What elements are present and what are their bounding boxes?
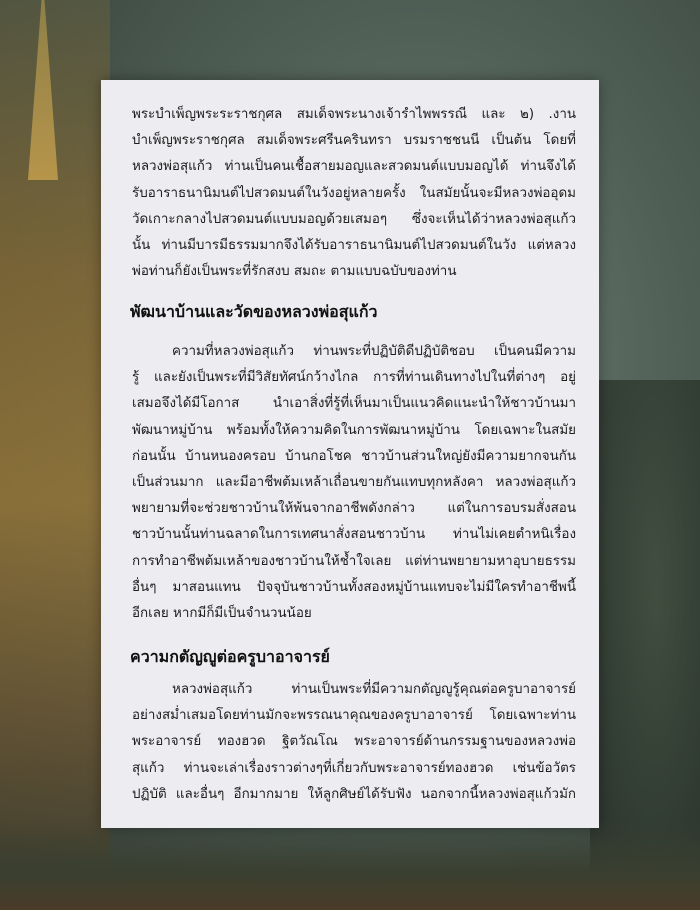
text-line: หลวงพ่อสุแก้ว ท่านเป็นพระที่มีความกตัญญูรู้คุณต่อครูบาอาจารย์ — [172, 682, 576, 697]
text-line: พระบำเพ็ญพระระราชกุศล สมเด็จพระนางเจ้ารำไพพรรณี และ ๒) .งาน — [132, 107, 576, 122]
text-line: อื่นๆ มาสอนแทน ปัจจุบันชาวบ้านทั้งสองหมู่บ้านแทบจะไม่มีใครทำอาชีพนี้ — [132, 579, 576, 595]
text-line: รับอาราธนานิมนต์ไปสวดมนต์ในวังอยู่หลายครั้ง ในสมัยนั้นจะมีหลวงพ่ออุดม — [132, 185, 576, 201]
text-line: หลวงพ่อสุแก้ว ท่านเป็นคนเชื้อสายมอญและสวดมนต์แบบมอญได้ ท่านจึงได้ — [132, 159, 576, 175]
book-page — [101, 80, 599, 828]
paragraph-royal-ceremony — [132, 102, 576, 285]
text-line: ก่อนนั้น บ้านหนองครอบ บ้านกอโชค ชาวบ้านส่วนใหญ่ยังมีความยากจนกัน — [132, 448, 576, 464]
text-line: เสมอจึงได้มีโอกาส นำเอาสิ่งที่รู้ที่เห็นมาเป็นแนวคิดแนะนำให้ชาวบ้านมา — [132, 396, 576, 412]
text-line: อย่างสม่ำเสมอโดยท่านมักจะพรรณนาคุณของครูบาอาจารย์ โดยเฉพาะท่าน — [132, 708, 576, 724]
paragraph-gratitude — [132, 677, 576, 808]
text-line: ปฏิบัติ และอื่นๆ อีกมากมาย ให้ลูกศิษย์ได้รับฟัง นอกจากนี้หลวงพ่อสุแก้วมัก — [132, 786, 576, 802]
text-line: วัดเกาะกลางไปสวดมนต์แบบมอญด้วยเสมอๆ ซึ่งจะเห็นได้ว่าหลวงพ่อสุแก้ว — [132, 211, 576, 227]
text-line: ชาวบ้านนั้นท่านฉลาดในการเทศนาสั่งสอนชาวบ้าน ท่านไม่เคยตำหนิเรื่อง — [132, 527, 576, 543]
text-line: สุแก้ว ท่านจะเล่าเรื่องราวต่างๆที่เกี่ยวกับพระอาจารย์ทองฮวด เช่นข้อวัตร — [132, 760, 576, 776]
section-heading-gratitude: ความกตัญญูต่อครูบาอาจารย์ — [130, 647, 330, 666]
text-line: อีกเลย หากมีก็มีเป็นจำนวนน้อย — [132, 606, 312, 622]
text-line: รู้ และยังเป็นพระที่มีวิสัยทัศน์กว้างไกล การที่ท่านเดินทางไปในที่ต่างๆ อยู่ — [132, 370, 576, 386]
text-line: พ่อท่านก็ยังเป็นพระที่รักสงบ สมถะ ตามแบบฉบับของท่าน — [132, 264, 457, 280]
text-line: พัฒนาหมู่บ้าน พร้อมทั้งให้ความคิดในการพัฒนาหมู่บ้าน โดยเฉพาะในสมัย — [132, 422, 576, 438]
text-line: นั้น ท่านมีบารมีธรรมมากจึงได้รับอาราธนานิมนต์ไปสวดมนต์ในวัง แต่หลวง — [132, 238, 576, 254]
text-line: พระอาจารย์ ทองฮวด ฐิตวัณโณ พระอาจารย์ด้านกรรมฐานของหลวงพ่อ — [132, 734, 576, 750]
text-line: เป็นส่วนมาก และมีอาชีพต้มเหล้าเถื่อนขายกันแทบทุกหลังคา หลวงพ่อสุแก้ว — [132, 475, 576, 491]
section-heading-village-development: พัฒนาบ้านและวัดของหลวงพ่อสุแก้ว — [130, 302, 378, 321]
text-line: ความที่หลวงพ่อสุแก้ว ท่านพระที่ปฏิบัติดีปฏิบัติชอบ เป็นคนมีความ — [172, 344, 576, 359]
text-line: การทำอาชีพต้มเหล้าของชาวบ้านให้ช้ำใจเลย แต่ท่านพยายามหาอุบายธรรม — [132, 553, 576, 569]
background-temple — [0, 0, 110, 910]
background-bottom — [0, 820, 700, 910]
text-line: บำเพ็ญพระราชกุศล สมเด็จพระศรีนครินทรา บรมราชชนนี เป็นต้น โดยที่ — [132, 133, 576, 149]
paragraph-village-development — [132, 339, 576, 627]
text-line: พยายามที่จะช่วยชาวบ้านให้พ้นจากอาชีพดังกล่าว แต่ในการอบรมสั่งสอน — [132, 501, 576, 517]
